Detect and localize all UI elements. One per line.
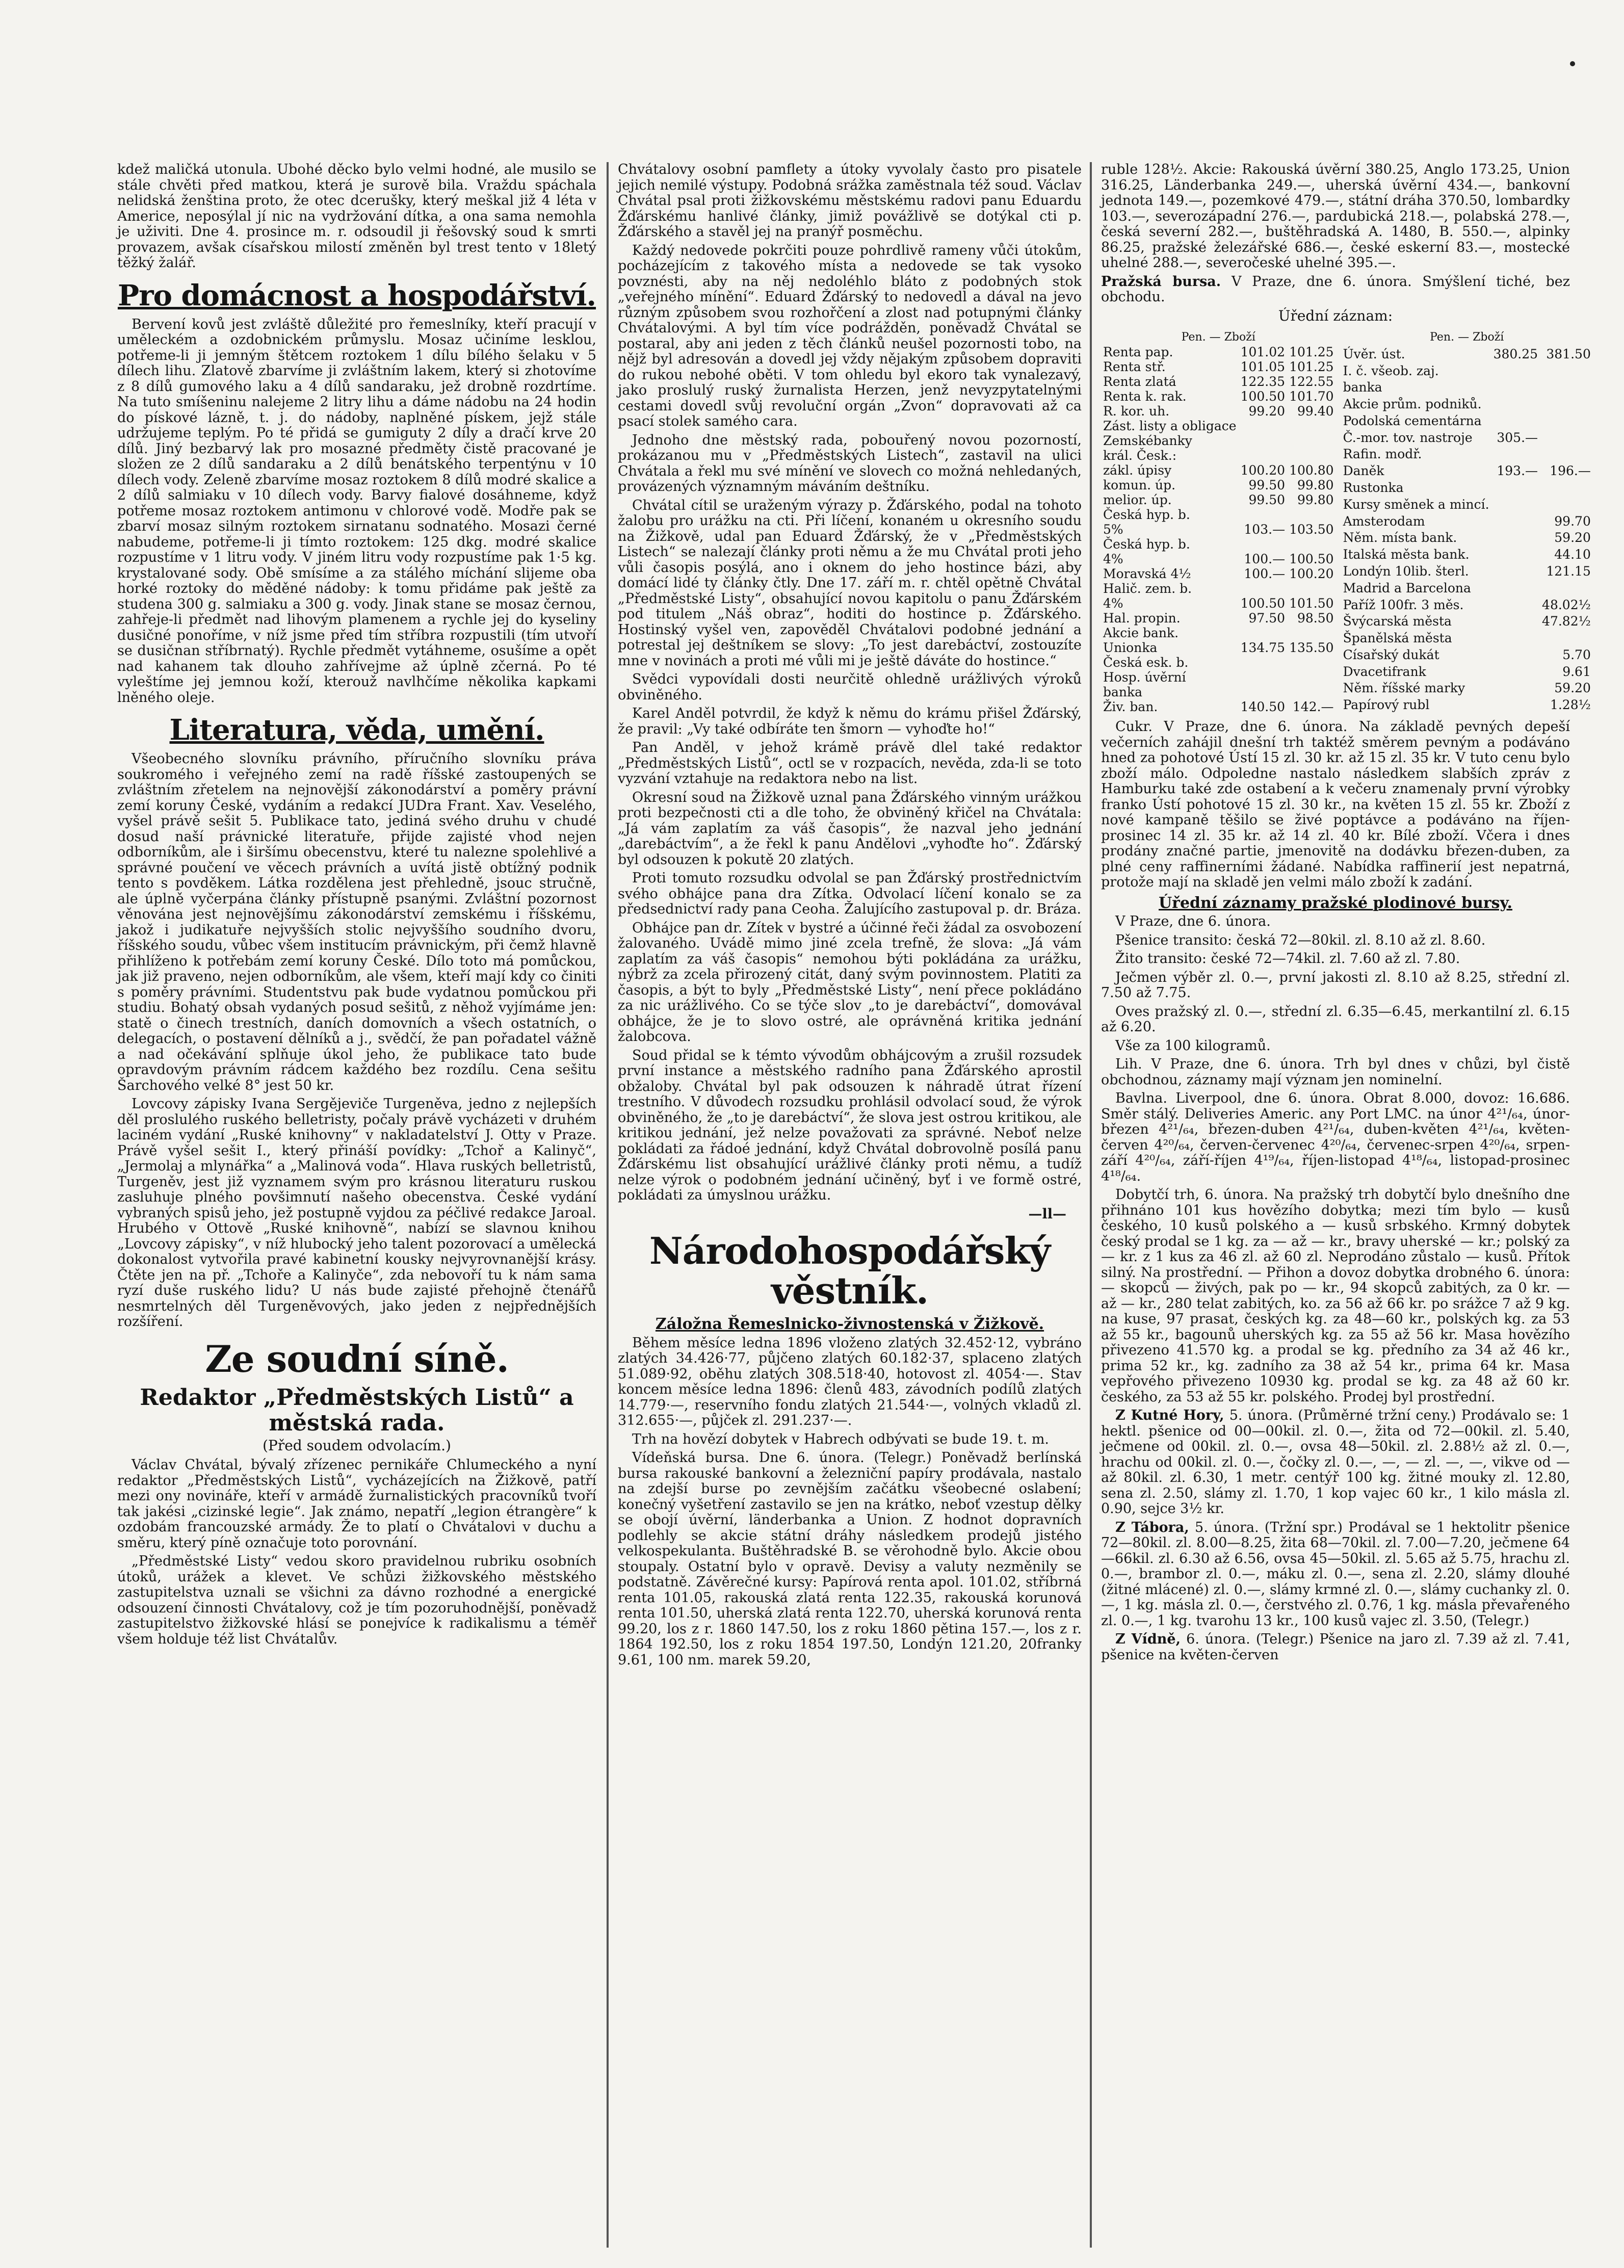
- rate-ask: 1.28½: [1550, 697, 1591, 713]
- vienna-heading: Z Vídně,: [1115, 1631, 1181, 1647]
- section-heading-literature: Literatura, věda, umění.: [169, 713, 544, 747]
- rate-ask: 9.61: [1562, 664, 1591, 679]
- column-rule: [607, 162, 609, 2248]
- rates-table-right: [1341, 330, 1593, 714]
- rate-label: Něm. místa bank.: [1343, 530, 1457, 545]
- rate-ask: 142.—: [1292, 699, 1334, 714]
- rate-bid: [1491, 647, 1540, 664]
- rate-label: Podolská cementárna: [1343, 413, 1482, 428]
- rate-row: [1101, 611, 1336, 625]
- rate-row: [1341, 397, 1593, 413]
- rate-label: Paříž 100fr. 3 měs.: [1343, 597, 1464, 612]
- rate-ask: [1287, 537, 1335, 552]
- produce-paragraph: Žito transito: české 72—74kil. zl. 7.60 až zl. 7.80.: [1115, 951, 1460, 967]
- rate-row: [1101, 345, 1336, 359]
- rate-row: [1101, 359, 1336, 374]
- rate-row: [1101, 448, 1336, 463]
- rate-bid: [1491, 480, 1540, 497]
- rate-label: R. kor. uh.: [1103, 404, 1170, 419]
- kutna-text: 5. února. (Průměrné tržní ceny.) Prodávalo se: 1 hektl. pšenice od 00—00kil. zl. 0.—, žita od 72—00kil. zl. 5.40, ječmene od 00kil. zl. 0.—, ovsa 48—50kil. zl. 2.88½ až zl. 0.—, hrachu od 00kil. zl. 0.—, čočky zl. 0.—, —, — zl. —, —, vikve od — až 80kil. zl. 6.30, 1 metr. centýř 100 kg. žitné mouky zl. 12.80, sena zl. 2.50, slámy zl. 1.70, 1 kop vajec 60 kr., 1 kilo másla zl. 0.90, sejce 3½ kr.: [1101, 1407, 1570, 1517]
- rate-label: Zemskébanky: [1103, 433, 1192, 448]
- rate-row: [1341, 614, 1593, 631]
- rate-bid: [1491, 547, 1540, 564]
- rate-bid: [1239, 537, 1287, 552]
- rate-row: [1341, 631, 1593, 647]
- rate-row: [1341, 681, 1593, 697]
- column-rule: [1090, 162, 1092, 2248]
- rate-label: Švýcarská města: [1343, 614, 1452, 629]
- produce-heading: Úřední záznamy pražské plodinové bursy.: [1159, 894, 1512, 912]
- econ-heading: Záložna Řemeslnicko-živnostenská v Žižkově.: [655, 1315, 1044, 1333]
- produce-paragraph: Dobytčí trh, 6. února. Na pražský trh dobytčí bylo dnešního dne přihnáno 101 kus hovězího dobytka; mezi tím bylo — kusů českého, 10 kusů polského a — kusů srbského. Krmný dobytek český prodal se 1 kg. za — až — kr., bravy uherské — kr.; polský za — kr. z 1 kus za 46 zl. až 60 zl. Neprodáno zůstalo — kusů. Přítok silný. Na prostřední. — Přihon a dovoz dobytka drobného 6. února: — skopců — živých, pak po — kr., 94 skopců zabitých, za 0 kr. — až — kr., 280 telat zabitých, ko. za 56 až 66 kr. po srážce 7 až 9 kg. na kuse, 97 prasat, českých kg. za 48—60 kr., polských kg. za 53 až 55 kr., bagounů uherských kg. za 55 až 56 kr. Masa hovězího přivezeno 41.570 kg. a prodal se kg. předního za 34 až 46 kr., prima 52 kr., kg. zadního za 38 až 54 kr., prima 64 kr. Masa vepřového přivezeno 10930 kg. prodal se kg. za 48 až 60 kr. českého, za 53 až 55 kr. polského. Prodej byl prostřední.: [1101, 1187, 1570, 1405]
- article-title: Redaktor „Předměstských Listů“ a městská rada.: [140, 1384, 574, 1436]
- prague-bourse: [1101, 274, 1570, 305]
- rate-label: Akcie prům. podniků.: [1343, 397, 1482, 412]
- column-3: [1101, 162, 1591, 2248]
- rate-row: [1101, 433, 1336, 448]
- rate-bid: 99.50: [1248, 478, 1286, 492]
- article-paragraph: Soud přidal se k témto vývodům obhájcovým a zrušil rozsudek první instance a městského radního pana Žďárského aprostil obžaloby. Chvátal byl pak odsouzen k náhradě útrat řízení trestního. V důvodech rozsudku prohlásil odvolací soud, že výrok obviněného, že „to je darebáctví“, že slova jest ostrou kritikou, ale kritikou jednání, jež nelze považovati za správné. Neboť nelze pokládati za řádoé jednání, když Chvátal dobrovolně posílá panu Žďárskému list obsahující urážlivé články proti němu, a tudíž nelze výrok o podobném jednání učiněný, byť i ve formě ostré, pokládati za úmyslnou urážku.: [618, 1047, 1082, 1203]
- rate-ask: 100.20: [1289, 566, 1334, 581]
- rate-label: Hosp. úvěrní: [1103, 670, 1186, 685]
- article-paragraph: Chvátalovy osobní pamflety a útoky vyvolaly často pro pisatele jejich nemilé výstupy. Podobná srážka zaměstnala též soud. Václav Chvátal psal proti žižkovskému městskému radovi panu Eduardu Žďárskému hanlivé články, jimiž povážlivě se dotýkal cti p. Žďárského a stavěl jej na pranýř posměchu.: [618, 162, 1082, 240]
- intro-paragraph: kdež maličká utonula. Ubohé děcko bylo velmi hodné, ale musilo se stále chvěti před matkou, která je surově bila. Vraždu spáchala nelidská ženština proto, že otec dcerušky, který meškal již 4 léta v Americe, neposýlal jí nic na vydržování dítka, a ona sama nemohla je uživiti. Dne 4. prosince m. r. odsoudil ji řešovský soud k smrti provazem, avšak císařskou milostí změněn byl trest tento v 18letý těžký žalář.: [117, 162, 596, 271]
- rate-label: Hal. propin.: [1103, 611, 1181, 625]
- rate-label: 4%: [1103, 596, 1123, 611]
- rate-label: Rustonka: [1343, 480, 1404, 496]
- rate-row: [1101, 478, 1336, 492]
- rate-label: I. č. všeob. zaj.: [1343, 363, 1439, 378]
- rate-bid: [1491, 597, 1540, 614]
- prague-text: V Praze, dne 6. února. Smýšlení tiché, bez obchodu.: [1101, 273, 1570, 305]
- rate-label: banka: [1343, 380, 1382, 395]
- rate-ask: 48.02½: [1542, 597, 1591, 612]
- column-1: [117, 162, 596, 2248]
- rate-label: komun. úp.: [1103, 478, 1176, 492]
- rate-label: Česká esk. b.: [1103, 655, 1189, 670]
- article-paragraph: Okresní soud na Žižkově uznal pana Žďárského vinným urážkou proti bezpečnosti cti a dle toho, že obviněný křičel na Chvátala: „Já vám zaplatím za váš časopis“, že nazval jeho jednání „darebáctvím“, a že řekl k panu Andělovi „vyhoďte ho“. Žďárský byl odsouzen k pokutě 20 zlatých.: [618, 789, 1082, 868]
- rate-bid: [1491, 681, 1540, 697]
- rate-row: [1101, 596, 1336, 611]
- rate-row: [1341, 547, 1593, 564]
- rate-row: [1101, 507, 1336, 522]
- column-2: [618, 162, 1082, 2248]
- rate-row: [1341, 480, 1593, 497]
- rate-row: [1101, 685, 1336, 699]
- prague-heading: Pražská bursa.: [1101, 273, 1221, 290]
- rate-bid: 100.—: [1244, 566, 1286, 581]
- rate-ask: 59.20: [1554, 530, 1591, 545]
- section-heading-economy: Národohospodářský věstník.: [649, 1229, 1051, 1312]
- rate-bid: 100.50: [1240, 389, 1286, 404]
- rate-ask: 100.50: [1289, 552, 1334, 566]
- rate-bid: 99.20: [1248, 404, 1286, 419]
- official-heading: Úřední záznam:: [1278, 307, 1393, 324]
- rate-row: [1341, 564, 1593, 581]
- rate-ask: [1540, 397, 1593, 413]
- rate-ask: 99.80: [1297, 478, 1334, 492]
- rate-ask: 381.50: [1546, 346, 1591, 361]
- article-paragraph: Každý nedovede pokrčiti pouze pohrdlivě rameny vůči útokům, pocházejícím z takového místa a nedovede se tak vysoko povznésti, aby na něj nedoléhlo bláto z podobných stok „veřejného mínění“. Eduard Žďárský to nedovedl a dával na jevo různým způsobem svou rozhořčení a zlost nad potupnými články Chvátalovými. A byl tím více podrážděn, poněvadž Chvátal se postaral, aby ani jeden z těch článků neušel pozornosti tobo, na nějž byl adresován a dovedl jej vždy nějakým způsobem dopraviti do rukou nebohé oběti. V tom ohledu byl ekoro tak vynalezavý, jako proslulý ruský žurnalista Herzen, jenž nevyzpytatelnými cestami dovedl svůj revoluční orgán „Zvon“ dopravovati až ca psací stolek samého cara.: [618, 242, 1082, 429]
- article-paragraph: Pan Anděl, v jehož krámě právě dlel také redaktor „Předměstských Listů“, octl se v rozpacích, nevěda, zda-li se toto vyzvání vztahuje na redaktora nebo na list.: [618, 740, 1082, 787]
- rate-row: [1101, 699, 1336, 714]
- rate-row: [1101, 655, 1336, 670]
- econ-paragraph: Vídeňská bursa. Dne 6. února. (Telegr.) Poněvadž berlínská bursa rakouské bankovní a železniční papíry prodávala, nastalo na zdejší burse po zevnějším začátku všeobecné oslabení; konečný vyšetření zastavilo se jen na krátko, neboť vzestup dělky se obojí úvěrní, länderbanka a Union. Z hodnot dopravních podlehly se akcie státní dráhy následkem prodejů jistého velkospekulanta. Buštěhradské B. se věrohodně bylo. Akcie obou stoupaly. Ostatní bylo v opravě. Devisy a valuty nezměnily se podstatně. Závěrečné kursy: Papírová renta apol. 101.02, stříbrná renta 101.05, rakouská zlatá renta 122.35, rakouská korunová renta 101.50, uherská zlatá renta 122.70, uherská korunová renta 99.20, los z r. 1860 147.50, los z roku 1860 pětina 157.—, los z r. 1864 192.50, los z roku 1854 197.50, Londýn 121.20, 20franky 9.61, 100 nm. marek 59.20,: [618, 1450, 1082, 1668]
- rate-bid: [1491, 581, 1540, 597]
- rate-bid: 103.—: [1244, 522, 1286, 537]
- rate-ask: 99.40: [1297, 404, 1334, 419]
- rate-ask: 98.50: [1297, 611, 1334, 625]
- rate-row: [1101, 404, 1336, 419]
- produce-paragraph: Pšenice transito: česká 72—80kil. zl. 8.10 až zl. 8.60.: [1115, 932, 1486, 948]
- rate-label: Česká hyp. b.: [1103, 507, 1190, 522]
- rates-table-left: [1101, 330, 1336, 714]
- rate-bid: [1491, 497, 1540, 514]
- rate-label: Kursy směnek a mincí.: [1343, 497, 1489, 512]
- rate-row: [1101, 670, 1336, 685]
- rate-bid: 99.50: [1248, 492, 1286, 507]
- rate-bid: 122.35: [1240, 374, 1286, 389]
- rate-row: [1101, 389, 1336, 404]
- rate-bid: 100.50: [1240, 596, 1286, 611]
- rate-ask: 196.—: [1550, 463, 1591, 479]
- rate-row: [1341, 497, 1593, 514]
- rate-row: [1341, 581, 1593, 597]
- rate-row: [1101, 640, 1336, 655]
- article-paragraph: „Předměstské Listy“ vedou skoro pravidelnou rubriku osobních útoků, urážek a klevet. Ve schůzi žižkovského městského zastupitelstva uznali se všichni za dávno rozhodné a energické odsouzení činnosti Chvátalovy, což je tím pozoruhodnější, poněvadž zastupitelstvo žižkovské hlásí se ponejvíce k radikalismu a téměř všem holduje též list Chvátalův.: [117, 1553, 596, 1647]
- article-paragraph: Jednoho dne městský rada, pobouřený novou pozorností, prokázanou mu v „Předměstských Listech“, zastavil na ulici Chvátala a řekl mu své mínění ve slovech co možná nehledaných, provázených významným máváním deštníku.: [618, 432, 1082, 494]
- rate-bid: 101.05: [1240, 359, 1286, 374]
- rate-label: Něm. říšské marky: [1343, 681, 1465, 696]
- rate-label: Daněk: [1343, 463, 1384, 479]
- rate-bid: [1239, 581, 1287, 596]
- rate-label: Halič. zem. b.: [1103, 581, 1192, 596]
- rate-bid: [1491, 363, 1540, 380]
- rate-row: [1101, 492, 1336, 507]
- rate-bid: [1239, 507, 1287, 522]
- section-heading-court: Ze soudní síně.: [205, 1337, 509, 1380]
- rate-label: Madrid a Barcelona: [1343, 580, 1471, 595]
- article-paragraph: Karel Anděl potvrdil, že když k němu do krámu přišel Žďárský, že pravil: „Vy také odbíráte ten šmorn — vyhoďte ho!“: [618, 706, 1082, 737]
- rates-header-cell: Pen. — Zboží: [1181, 331, 1255, 344]
- rate-bid: [1491, 631, 1540, 647]
- rate-row: [1101, 552, 1336, 566]
- rate-ask: [1287, 419, 1335, 433]
- rate-ask: [1287, 507, 1335, 522]
- rate-bid: [1491, 664, 1540, 681]
- rate-ask: [1287, 655, 1335, 670]
- rate-ask: 122.55: [1289, 374, 1334, 389]
- rate-bid: [1491, 397, 1540, 413]
- article-paragraph: Svědci vypovídali dosti neurčitě ohledně urážlivých výroků obviněného.: [618, 671, 1082, 703]
- rate-ask: [1287, 433, 1335, 448]
- rate-bid: [1239, 655, 1287, 670]
- produce-paragraph: V Praze, dne 6. února.: [1115, 914, 1271, 929]
- produce-paragraph: Ječmen výběr zl. 0.—, první jakosti zl. 8.10 až 8.25, střední zl. 7.50 až 7.75.: [1101, 969, 1570, 1001]
- rate-bid: [1239, 625, 1287, 640]
- rate-bid: [1491, 564, 1540, 581]
- rate-row: [1341, 447, 1593, 463]
- rate-bid: 97.50: [1248, 611, 1286, 625]
- rate-label: Dvacetifrank: [1343, 664, 1426, 679]
- rate-ask: 44.10: [1554, 547, 1591, 562]
- tabor-text: 5. února. (Tržní spr.) Prodával se 1 hektolitr pšenice 72—80kil. zl. 8.00—8.25, žita 68—70kil. zl. 7.00—7.20, ječmene 64—66kil. zl. 6.30 až 6.56, ovsa 45—50kil. zl. 5.65 až 5.75, hrachu zl. 0.—, brambor zl. 0.—, máku zl. 0.—, sena zl. 2.20, slámy dlouhé (žitné mlácené) zl. 0.—, slámy krmné zl. 0.—, slámy cuchanky zl. 0.—, 1 kg. másla zl. 0.—, čerstvého zl. 0.76, 1 kg. másla převařeného zl. 0.—, 1 kg. tvarohu 13 kr., 100 kusů vajec zl. 3.50, (Telegr.): [1101, 1519, 1570, 1629]
- rate-bid: 100.20: [1240, 463, 1286, 478]
- rate-ask: 101.50: [1289, 596, 1334, 611]
- page-corner-mark: [1570, 61, 1575, 66]
- rate-label: Renta pap.: [1103, 345, 1173, 359]
- article-signature: —ll—: [1028, 1206, 1066, 1222]
- rate-label: Unionka: [1103, 640, 1158, 655]
- rate-label: Renta zlatá: [1103, 374, 1176, 389]
- rate-row: [1341, 413, 1593, 430]
- rate-ask: 101.25: [1289, 359, 1334, 374]
- rate-bid: [1239, 685, 1287, 699]
- market-paragraph: Cukr. V Praze, dne 6. února. Na základě pevných depeší večerních zahájil dnešní trh taktéž směrem pevným a podáváno hned za pohotové Ústí 15 zl. 30 kr. až 15 zl. 35 kr. V tuto cenu bylo zboží málo. Odpoledne nastalo následkem slabších zpráv z Hamburku také zde ostabení a k večeru znamenaly první výrobky franko Ústí pohotové 15 zl. 30 kr., na květen 15 zl. 55 kr. Zboží z nové kampaně těšilo se živé poptávce a podáváno na říjen-prosinec 14 zl. 35 kr. až 14 zl. 40 kr. Bílé zboží. Včera i dnes prodány značné partie, jmenovitě na dodávku březen-duben, za plné ceny raffinerními žádané. Nabídka raffinerií jest nepatrná, protože mají na skladě jen velmi málo zboží k zadání.: [1101, 719, 1570, 890]
- rate-ask: 99.80: [1297, 492, 1334, 507]
- rate-ask: [1287, 448, 1335, 463]
- rate-ask: 101.25: [1289, 345, 1334, 359]
- rate-label: Londýn 10lib. šterl.: [1343, 563, 1469, 579]
- rate-ask: [1287, 670, 1335, 685]
- rate-ask: [1540, 581, 1593, 597]
- rate-label: Živ. ban.: [1103, 699, 1158, 714]
- tabor-report: [1101, 1520, 1570, 1629]
- article-paragraph: Chvátal cítil se uraženým výrazy p. Žďárského, podal na tohoto žalobu pro urážku na cti. Při líčení, konaném u okresního soudu na Žižkově, udal pan Eduard Žďárský, že v „Předměstských Listech“ se nalezají články proti němu a že mu Chvátal proti jeho vůli časopis posýlá, ano i oknem do jeho hostince bázi, aby domácí lidé ty články čtly. Dne 17. září m. r. chtěl opětně Chvátal „Předměstské Listy“, obsahující novou kapitolu o panu Žďárském pod titulem „Náš obraz“, hoditi do hostince p. Žďárského. Hostinský vyšel ven, zapověděl Chvátalovi podobné jednání a potrestal jej deštníkem se slovy: „To jest darebáctví, zostouzíte mne v novinách a proti mé vůli mi je ještě dáváte do hostince.“: [618, 497, 1082, 669]
- produce-paragraph: Bavlna. Liverpool, dne 6. února. Obrat 8.000, dovoz: 16.686. Směr stálý. Deliveries Americ. any Port LMC. na únor 4²¹/₆₄, únor-březen 4²¹/₆₄, březen-duben 4²¹/₆₄, duben-květen 4²¹/₆₄, květen-červen 4²⁰/₆₄, červen-červenec 4²⁰/₆₄, červenec-srpen 4²⁰/₆₄, srpen-září 4²⁰/₆₄, září-říjen 4¹⁹/₆₄, říjen-listopad 4¹⁸/₆₄, listopad-prosinec 4¹⁸/₆₄.: [1101, 1090, 1570, 1184]
- rate-ask: 135.50: [1289, 640, 1334, 655]
- produce-paragraph: Vše za 100 kilogramů.: [1115, 1037, 1271, 1054]
- rates-header-cell: Pen. — Zboží: [1430, 331, 1504, 344]
- rate-bid: 193.—: [1497, 463, 1538, 479]
- rate-ask: [1540, 497, 1593, 514]
- rate-bid: 101.02: [1240, 345, 1286, 359]
- rate-label: Česká hyp. b.: [1103, 537, 1190, 552]
- rate-row: [1341, 647, 1593, 664]
- rate-label: Zást. listy a obligace: [1103, 419, 1237, 433]
- literature-paragraph: Všeobecného slovníku právního, příručního slovníku práva soukromého i veřejného zemí na radě říšské zastoupených se zvláštním zřetelem na nejnovější zákonodárství a poměry právní zemí koruny České, vydáním a redakcí JUDra Frant. Xav. Veselého, vyšel právě sešit 5. Publikace tato, jediná svého druhu v chudé dosud naší právnické literatuře, přijde zajisté vhod nejen odborníkům, ale i širšímu obecenstvu, které tu nalezne spolehlivé a správné poučení ve věcech právních a uvítá jistě obtížný podnik tento s povděkem. Látka rozdělena jest přehledně, jsouc stručně, ale úplně vyčerpána články přístupně psanými. Zvláštní pozornost věnována jest nejnovějšímu zákonodárství zemskému i říšskému, jakož i judikatuře nejvyšších stolic nejvyššího soudního dvoru, říšského soudu, vůbec všem institucím právnickým, při čemž hlavně přihlíženo k potřebám zemí koruny České. Dílo toto má pomůckou, jak již praveno, nejen odborníkům, ale všem, kteří mají kdy co činiti s poměry právními. Studentstvu pak bude vydatnou pomůckou při studiu. Bohatý obsah vydaných posud sešitů, z něhož vyjímáme jen: statě o činech trestních, daních domovních a všech ostatních, o delegacích, o postavení dělníků a j., svědčí, že pan pořadatel vážně a nad očekávání splňuje úkol jeho, že publikace tato bude opravdovým právním rádcem každého bez rozdílu. Cena sešitu Šarchového velké 8° jest 50 kr.: [117, 751, 596, 1093]
- rate-label: zákl. úpisy: [1103, 463, 1172, 478]
- rate-ask: [1287, 685, 1335, 699]
- rate-ask: [1540, 447, 1593, 463]
- rate-row: [1101, 566, 1336, 581]
- rate-label: banka: [1103, 685, 1143, 699]
- rate-label: melior. úp.: [1103, 492, 1172, 507]
- rate-bid: 100.—: [1244, 552, 1286, 566]
- rate-bid: [1491, 447, 1540, 463]
- vienna-text: 6. února. (Telegr.) Pšenice na jaro zl. 7.39 až zl. 7.41, pšenice na květen-červen: [1101, 1631, 1570, 1663]
- tabor-heading: Z Tábora,: [1115, 1519, 1189, 1535]
- rate-row: [1341, 363, 1593, 380]
- rates-header-row: [1101, 330, 1336, 345]
- rate-row: [1341, 463, 1593, 480]
- rate-bid: [1491, 380, 1540, 397]
- rate-label: Císařský dukát: [1343, 647, 1439, 662]
- rate-bid: 380.25: [1493, 346, 1538, 361]
- kutna-heading: Z Kutné Hory,: [1115, 1407, 1224, 1423]
- rate-label: Papírový rubl: [1343, 697, 1430, 713]
- rate-ask: [1540, 430, 1593, 447]
- rate-row: [1101, 537, 1336, 552]
- rate-bid: 134.75: [1240, 640, 1286, 655]
- rate-row: [1101, 625, 1336, 640]
- household-paragraph: Bervení kovů jest zvláště důležité pro řemeslníky, kteří pracují v uměleckém a ozdobnickém průmyslu. Mosaz učiníme lesklou, potřeme-li ji jemným štětcem roztokem 1 dílu bílého šelaku v 5 dílech lihu. Zlatově zbarvíme ji zvláštním lakem, který si zhotovíme z 8 dílů gumového laku a 4 dílů sandaraku, jež drobně rozdrtíme. Na tuto smíšeninu nalejeme 2 litry lihu a dáme nádobu na 24 hodin do pískové lázně, t. j. do nádoby, naplněné pískem, jejž stále udržujeme teplým. Po té přidá se gumiguty 2 díly a dračí krve 20 dílů. Jiný bezbarvý lak pro mosazné předměty čistě pracované je složen ze 2 dílů sandaraku a 2 dílů benátského terpentýnu v 10 dílech vody. Zeleně zbarvíme mosaz roztokem 8 dílů modré skalice a 2 dílů salmiaku v 10 dílech vody. Barvy fialové dosáhneme, když potřeme mosaz roztokem antimonu v chlorové vodě. Modře pak se zbarví mosaz silným roztokem sirnatanu sodnatého. Mosazi černé nabudeme, potřeme-li ji tímto roztokem: 125 dkg. modré skalice rozpustíme v 1 litru vody. V jiném litru vody rozpustíme pak 1·5 kg. krystalované sody. Obě smísíme a za stálého míchání slijeme oba horké roztoky do měděné nádoby: k tomu přidáme pak ještě za studena 300 g. salmiaku a 300 g. vody. Jinak stane se mosaz černou, zahřeje-li předmět nad lihovým plamenem a rychle jej do kyseliny dusičné ponoříme, v níž jsme před tím stříbra rozpustili (tím utvoří se dusičnan stříbrnatý). Rychle předmět vytáhneme, osušíme a opět nad kahanem tak dlouho zahřívejme až úplně zčerná. Po té vyleštíme jej jemnou koží, kterouž navlhčíme několika kapkami lněného oleje.: [117, 316, 596, 706]
- article-paragraph: Václav Chvátal, bývalý zřízenec pernikáře Chlumeckého a nyní redaktor „Předměstských Listů“, vycházejících na Žižkově, patří mezi ony novináře, kteří v armádě žurnalistických pracovníků tvoří tak jakési „cizinské legie“. Jak známo, nepatří „legion étrangère“ k ozdobám francouzské armády. Že to platí o Chvátalovi v duchu a směru, který píně označuje toto porovnání.: [117, 1457, 596, 1551]
- rate-row: [1101, 522, 1336, 537]
- rate-row: [1101, 581, 1336, 596]
- rate-row: [1341, 530, 1593, 547]
- rate-ask: 59.20: [1554, 681, 1591, 696]
- rate-label: 4%: [1103, 552, 1123, 566]
- rate-label: Amsterodam: [1343, 513, 1425, 529]
- rate-ask: 101.70: [1289, 389, 1334, 404]
- rates-header-row: [1341, 330, 1593, 347]
- rate-ask: [1287, 625, 1335, 640]
- rate-label: 5%: [1103, 522, 1123, 537]
- rate-row: [1341, 664, 1593, 681]
- rate-ask: 5.70: [1562, 647, 1591, 662]
- rate-bid: 305.—: [1497, 430, 1538, 445]
- rate-row: [1101, 374, 1336, 389]
- rate-bid: [1491, 697, 1540, 714]
- rate-bid: [1491, 530, 1540, 547]
- rate-ask: 47.82½: [1542, 614, 1591, 629]
- rate-ask: 99.70: [1554, 513, 1591, 529]
- rate-bid: [1239, 419, 1287, 433]
- rate-row: [1341, 514, 1593, 531]
- rate-row: [1341, 697, 1593, 714]
- rate-ask: 100.80: [1289, 463, 1334, 478]
- econ-paragraph: Trh na hovězí dobytek v Habrech odbývati se bude 19. t. m.: [632, 1431, 1050, 1447]
- kutna-report: [1101, 1408, 1570, 1517]
- rate-label: Úvěr. úst.: [1343, 346, 1405, 361]
- rate-ask: [1540, 363, 1593, 380]
- produce-paragraph: Lih. V Praze, dne 6. února. Trh byl dnes v chůzi, byl čistě obchodnou, záznamy mají význam jen nominelní.: [1101, 1056, 1570, 1088]
- rate-bid: [1239, 448, 1287, 463]
- rate-row: [1101, 419, 1336, 433]
- intro-paragraph: ruble 128½. Akcie: Rakouská úvěrní 380.25, Anglo 173.25, Union 316.25, Länderbanka 249.—, uherská úvěrní 434.—, bankovní jednota 149.—, pozemkové 479.—, státní dráha 370.50, lombardky 103.—, severozápadní 276.—, pardubická 218.—, polabská 278.—, česká severní 282.—, buštěhradská A. 1480, B. 550.—, alpinky 86.25, pražské železářské 686.—, české eskerní 83.—, mostecké uhelné 288.—, severočeské uhelné 395.—.: [1101, 162, 1570, 271]
- rate-ask: [1540, 480, 1593, 497]
- rate-label: král. Česk.:: [1103, 448, 1177, 463]
- rates-tables: [1101, 328, 1591, 719]
- rate-row: [1341, 380, 1593, 397]
- rate-ask: 103.50: [1289, 522, 1334, 537]
- rate-row: [1341, 430, 1593, 447]
- rate-bid: [1491, 614, 1540, 631]
- rate-label: Akcie bank.: [1103, 625, 1179, 640]
- rate-label: Č.-mor. tov. nastroje: [1343, 430, 1473, 445]
- rate-label: Renta k. rak.: [1103, 389, 1187, 404]
- rate-bid: [1239, 433, 1287, 448]
- article-paragraph: Proti tomuto rozsudku odvolal se pan Žďárský prostřednictvím svého obhájce pana dra Zítka. Odvolací líčení konalo se za předsednictví rady pana Ceoha. Žalujícího zastupoval p. dr. Bráza.: [618, 870, 1082, 917]
- rate-ask: 121.15: [1546, 563, 1591, 579]
- article-subtitle: (Před soudem odvolacím.): [263, 1437, 451, 1454]
- section-heading-household: Pro domácnost a hospodářství.: [117, 278, 596, 312]
- produce-paragraph: Oves pražský zl. 0.—, střední zl. 6.35—6.45, merkantilní zl. 6.15 až 6.20.: [1101, 1003, 1570, 1035]
- rate-row: [1341, 597, 1593, 614]
- rate-ask: [1287, 581, 1335, 596]
- rate-bid: [1239, 670, 1287, 685]
- rate-ask: [1540, 413, 1593, 430]
- literature-paragraph: Lovcovy zápisky Ivana Sergějeviče Turgeněva, jedno z nejlepších děl proslulého ruského belletristy, počaly právě vycházeti v druhém laciném vydání „Ruské knihovny“ v nakladatelství J. Otty v Praze. Právě vyšel sešit I., který přináší povídky: „Tchoř a Kalinyč“, „Jermolaj a mlynářka“ a „Malinová voda“. Hlava ruských belletristů, Turgeněv, jest již vyznamem svým pro krásnou literaturu ruskou zasluhuje plného povšimnutí našeho obecenstva. České vydání vybraných spisů jeho, jež postupně vyjdou za péčlivé redakce Jaroal. Hrubého v Ottově „Ruské knihovně“, nabízí se slavnou knihou „Lovcovy zápisky“, v níž hlubocký jeho talent pozorovací a umělecká dokonalost vytvořila pravé kabinetní kousky nejvyrovnanější krásy. Čtěte jen na př. „Tchoře a Kalinyče“, zda nebovoří tu k nám sama ryzí duše ruského lidu? U nás bude zajisté přehojně čtenářů nesmrtelných děl Turgeněvových, jako jeden z nejpřednějších rozšíření.: [117, 1096, 596, 1329]
- vienna-report: [1101, 1632, 1570, 1663]
- article-paragraph: Obhájce pan dr. Zítek v bystré a účinné řeči žádal za osvobození žalovaného. Uvádě mimo jiné zcela trefně, že slova: „Já vám zaplatím za váš časopis“ nemohou býti pokládána za urážku, nýbrž za zcela přirozený citát, daný svým povinnostem. Platiti za časopis, a být to byly „Předměstské Listy“, není přece pokládáno za nic urážlivého. Co se týče slov „to je darebáctví“, domovával obhájce, že je to slovo ostré, ale oprávněná kritika jednání žalobcova.: [618, 920, 1082, 1045]
- rate-bid: 140.50: [1240, 699, 1286, 714]
- rate-label: Španělská města: [1343, 631, 1452, 646]
- rate-row: [1101, 463, 1336, 478]
- rate-bid: [1491, 514, 1540, 531]
- rate-ask: [1540, 631, 1593, 647]
- rate-label: Renta stř.: [1103, 359, 1166, 374]
- rate-label: Moravská 4½: [1103, 566, 1191, 581]
- rate-label: Rafin. modř.: [1343, 447, 1422, 462]
- econ-paragraph: Během měsíce ledna 1896 vloženo zlatých 32.452·12, vybráno zlatých 34.426·77, půjčeno zlatých 60.182·37, splaceno zlatých 51.089·92, oběhu zlatých 308.518·40, hotovost zl. 4054·—. Stav koncem měsíce ledna 1896: členů 483, závodních podílů zlatých 14.779·—, reservního fondu zlatých 21.544·—, volných vkladů zl. 312.655·—, půjček zl. 291.237·—.: [618, 1335, 1082, 1428]
- rate-row: [1341, 347, 1593, 363]
- rate-bid: [1491, 413, 1540, 430]
- rate-ask: [1540, 380, 1593, 397]
- rate-label: Italská města bank.: [1343, 547, 1470, 562]
